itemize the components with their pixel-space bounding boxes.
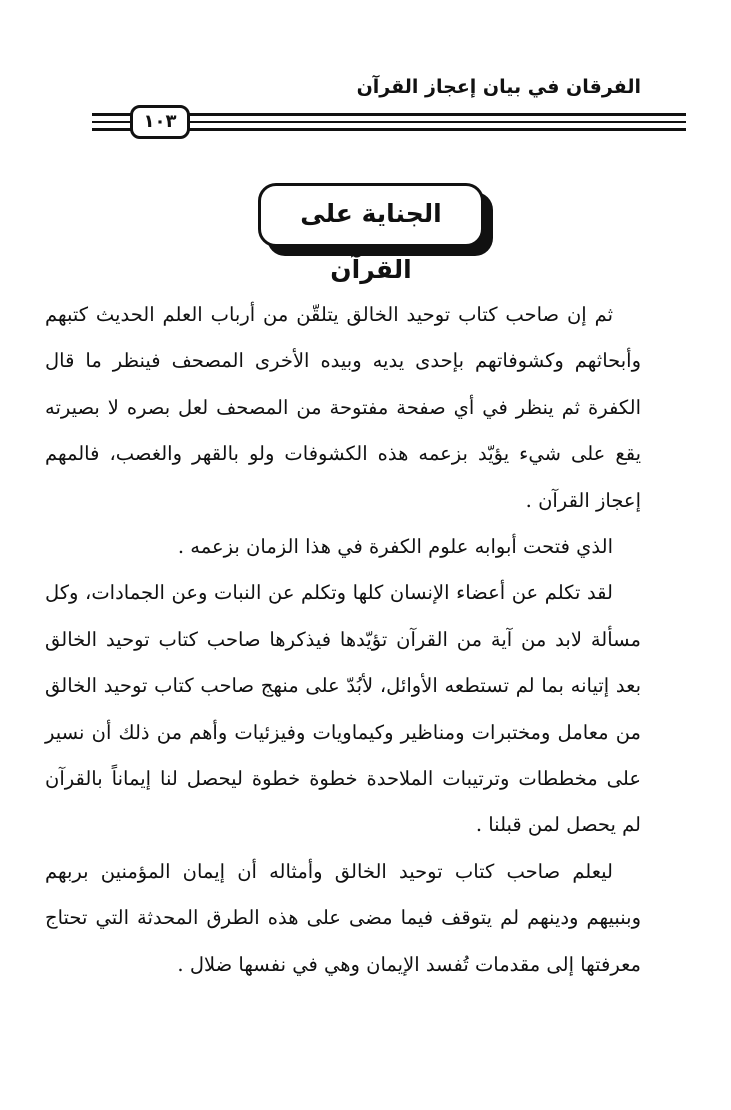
paragraph-1: ثم إن صاحب كتاب توحيد الخالق يتلقّن من أرباب العلم الحديث كتبهم وأبحاثهم وكشوفاتهم بإحدى يديه وبيده الأخرى المصحف فينظر ما قال الكفرة ثم ينظر في أي صفحة مفتوحة من المصحف لعل بصره لا بصيرته يقع على شيء يؤيّد بزعمه هذه الكشوفات ولو بالقهر والغصب، فالمهم إعجاز القرآن . [45, 303, 641, 512]
page-number: ١٠٣ [130, 105, 190, 139]
chapter-title-frame [258, 183, 494, 284]
paragraph-4: ليعلم صاحب كتاب توحيد الخالق وأمثاله أن إيمان المؤمنين بربهم وبنبيهم ودينهم لم يتوقف فيما مضى على هذه الطرق المحدثة التي تحتاج معرفتها إلى مقدمات تُفسد الإيمان وهي في نفسها ضلال . [45, 859, 641, 976]
paragraph-3: لقد تكلم عن أعضاء الإنسان كلها وتكلم عن النبات وعن الجمادات، وكل مسألة لابد من آية من القرآن تؤيّدها فيذكرها صاحب كتاب توحيد الخالق بعد إتيانه بما لم تستطعه الأوائل، لأبُدّ على منهج صاحب كتاب توحيد الخالق من معامل ومختبرات ومناظير وكيماويات وفيزئيات وأهم من ذلك أن نسير على مخططات وترتيبات الملاحدة خطوة خطوة ليحصل لنا إيماناً بالقرآن لم يحصل لمن قبلنا . [45, 581, 641, 837]
running-header: الفرقان في بيان إعجاز القرآن [356, 76, 641, 98]
chapter-title: الجناية على القرآن [258, 183, 484, 247]
body-text [45, 292, 641, 988]
paragraph-2: الذي فتحت أبوابه علوم الكفرة في هذا الزمان بزعمه . [177, 535, 613, 559]
